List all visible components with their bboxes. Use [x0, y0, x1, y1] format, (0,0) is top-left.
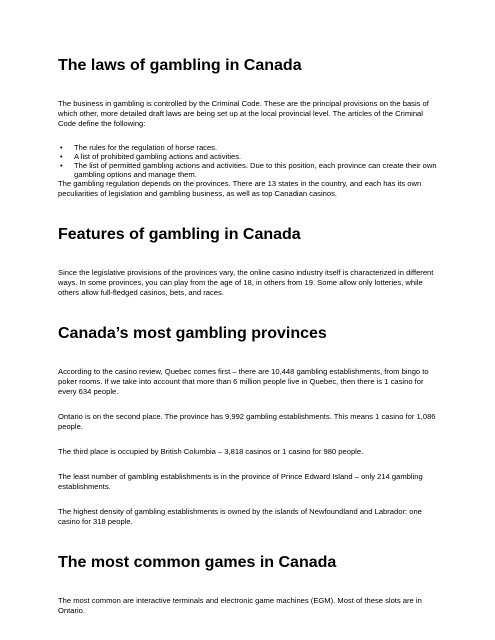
- document-page: [58, 40, 443, 615]
- paragraph-quebec: According to the casino review, Quebec comes first – there are 10,448 gambling establishments, from bingo to poker rooms. If we take into account that more than 6 million people live in Quebec, then there is 1 casino for every 634 people.: [58, 367, 429, 396]
- paragraph-laws-regulation: The gambling regulation depends on the provinces. There are 13 states in the country, and each has its own peculiarities of legislation and gambling business, as well as top Canadian casinos.: [58, 179, 422, 198]
- list-item: [58, 161, 443, 179]
- bullet-icon: •: [60, 152, 63, 161]
- bullet-icon: •: [60, 143, 63, 152]
- list-item-text: The list of permitted gambling actions and activities. Due to this position, each province can create their own gambling options and manage them.: [74, 161, 437, 179]
- paragraph-ontario: Ontario is on the second place. The province has 9,992 gambling establishments. This means 1 casino for 1,086 people.: [58, 412, 436, 431]
- section-heading-laws: The laws of gambling in Canada: [58, 57, 302, 74]
- list-item-text: A list of prohibited gambling actions and activities.: [74, 152, 242, 161]
- section-heading-features: Features of gambling in Canada: [58, 226, 301, 243]
- paragraph-laws-intro: The business in gambling is controlled by the Criminal Code. These are the principal provisions on the basis of which other, more detailed draft laws are being set up at the local provincial level. The articles of the Criminal Code define the following:: [58, 99, 429, 128]
- paragraph-british-columbia: The third place is occupied by British Columbia – 3,818 casinos or 1 casino for 980 people.: [58, 447, 364, 456]
- bullet-icon: •: [60, 161, 63, 170]
- section-heading-games: The most common games in Canada: [58, 554, 337, 571]
- list-item: [58, 143, 443, 152]
- list-item: [58, 152, 443, 161]
- paragraph-prince-edward-island: The least number of gambling establishments is in the province of Prince Edward Island – only 214 gambling establishments.: [58, 472, 423, 491]
- paragraph-newfoundland: The highest density of gambling establishments is owned by the islands of Newfoundland and Labrador: one casino for 318 people.: [58, 507, 422, 526]
- paragraph-games: The most common are interactive terminals and electronic game machines (EGM). Most of these slots are in Ontario.: [58, 596, 422, 615]
- section-heading-provinces: Canada’s most gambling provinces: [58, 325, 327, 342]
- list-item-text: The rules for the regulation of horse races.: [74, 143, 218, 152]
- paragraph-features: Since the legislative provisions of the provinces vary, the online casino industry itself is characterized in different ways. In some provinces, you can play from the age of 18, in others from 19. Some allow only lotteries, while others allow full-fledged casinos, bets, and races.: [58, 268, 434, 297]
- criminal-code-list: [58, 143, 443, 179]
- document-body: [58, 56, 443, 616]
